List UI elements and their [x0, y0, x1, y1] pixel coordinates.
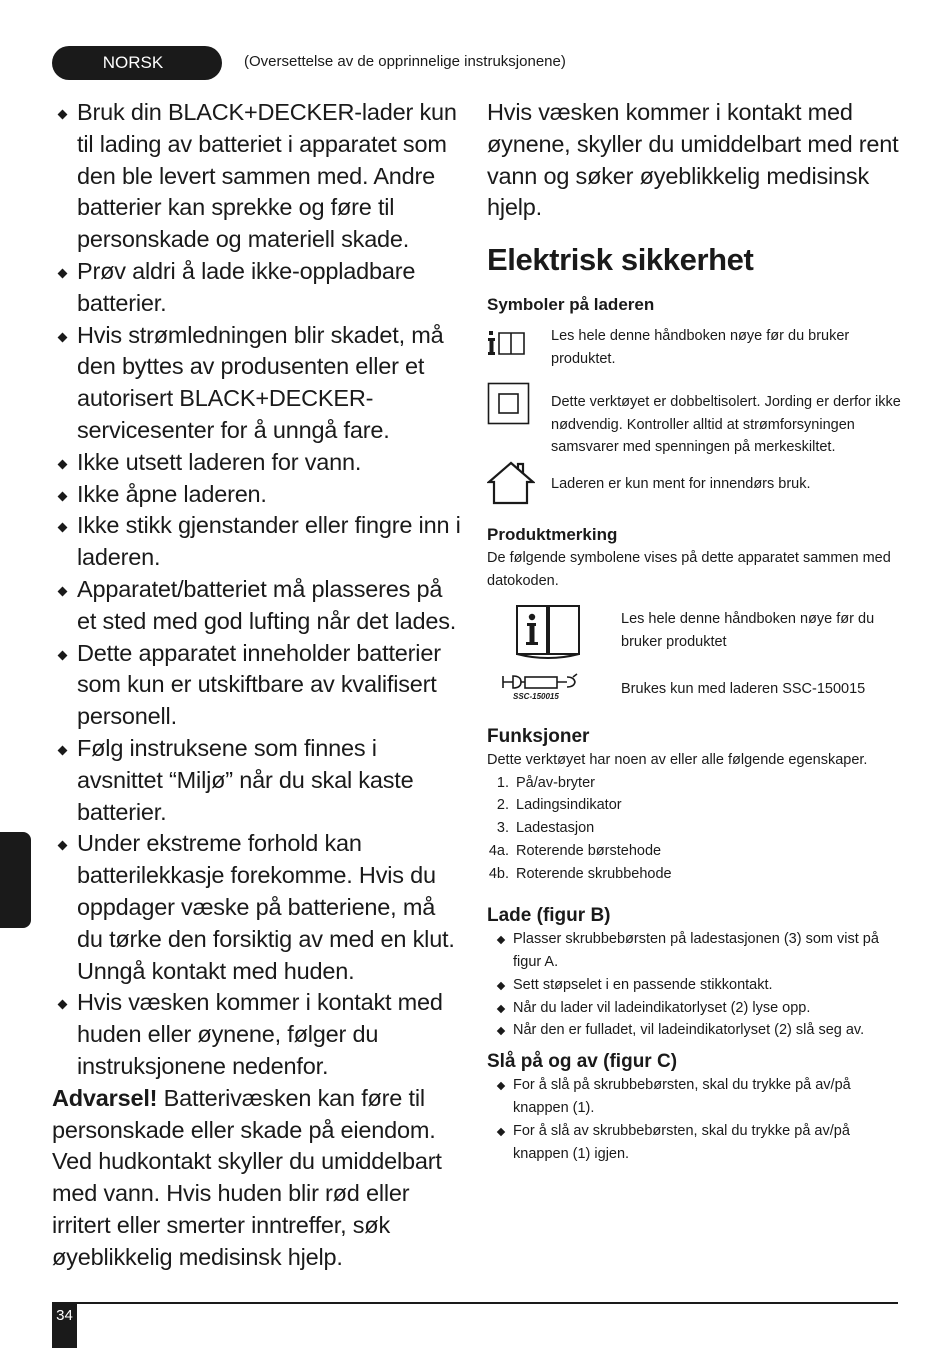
left-column	[52, 97, 467, 1273]
footer-rule	[52, 1302, 898, 1304]
language-label: NORSK	[102, 53, 164, 72]
features-intro: Dette verktøyet har noen av eller alle følgende egenskaper.	[487, 752, 868, 769]
warning-text: Batterivæsken kan føre til personskade eller skade på eiendom. Ved hudkontakt skyller du umiddelbart med vann. Hvis huden blir rød eller irritert eller smerter inntreffer, søk øyeblikkelig medisinsk hjelp.	[52, 1084, 442, 1270]
list-item: Når du lader vil ladeindikatorlyset (2) lyse opp.	[487, 997, 907, 1020]
marking-row	[487, 608, 907, 670]
list-item: Under ekstreme forhold kan batterilekkasje forekomme. Hvis du oppdager væske på batteriene, må du tørke den forsiktig av med en klut. Unngå kontakt med huden.	[52, 828, 467, 987]
list-item: Ikke utsett laderen for vann.	[52, 447, 467, 479]
list-item: 2. Ladingsindikator	[496, 797, 622, 814]
list-item: Apparatet/batteriet må plasseres på et sted med god lufting når det lades.	[52, 574, 467, 638]
product-marking-heading: Produktmerking	[487, 525, 618, 545]
charger-symbols-heading: Symboler på laderen	[487, 295, 655, 315]
list-item: 4a. Roterende børstehode	[488, 842, 662, 859]
switching-heading: Slå på og av (figur C)	[487, 1051, 678, 1073]
symbol-row	[487, 391, 907, 459]
symbol-text: Dette verktøyet er dobbeltisolert. Jording er derfor ikke nødvendig. Kontroller alltid at strømforsyningen samsvarer med spenningen på merkeskiltet.	[551, 394, 901, 456]
page-number-box	[52, 1302, 77, 1348]
list-item: Prøv aldri å lade ikke-oppladbare batterier.	[52, 256, 467, 320]
section-title: Elektrisk sikkerhet	[487, 242, 754, 278]
list-item: For å slå av skrubbebørsten, skal du trykke på av/på knappen (1) igjen.	[487, 1120, 907, 1166]
double-insulation-icon	[487, 382, 531, 431]
symbol-text: Les hele denne håndboken nøye før du bruker produktet.	[551, 328, 850, 367]
list-item: Ikke stikk gjenstander eller fingre inn i laderen.	[52, 510, 467, 574]
page-number: 34	[56, 1307, 73, 1324]
charging-list	[487, 928, 907, 1042]
indoor-house-icon	[487, 460, 535, 511]
list-item: 3. Ladestasjon	[496, 820, 595, 837]
product-marking-intro: De følgende symbolene vises på dette apparatet sammen med datokoden.	[487, 550, 891, 589]
list-item: 4b. Roterende skrubbehode	[488, 865, 672, 882]
list-item: Hvis strømledningen blir skadet, må den byttes av produsenten eller et autorisert BLACK+DECKER-servicesenter for å unngå fare.	[52, 320, 467, 447]
features-list	[487, 772, 907, 886]
features-heading: Funksjoner	[487, 726, 590, 748]
list-item: Når den er fulladet, vil ladeindikatorlyset (2) slå seg av.	[487, 1019, 907, 1042]
switching-list	[487, 1074, 907, 1165]
list-item: For å slå på skrubbebørsten, skal du trykke på av/på knappen (1).	[487, 1074, 907, 1120]
list-item: Bruk din BLACK+DECKER-lader kun til lading av batteriet i apparatet som den ble levert sammen med. Andre batterier kan sprekke og føre til personskade og materiell skade.	[52, 97, 467, 256]
list-item: Dette apparatet inneholder batterier som kun er utskiftbare av kvalifisert personell.	[52, 638, 467, 733]
warning-label: Advarsel!	[52, 1084, 158, 1111]
language-badge	[52, 46, 222, 80]
charging-heading: Lade (figur B)	[487, 905, 611, 927]
charger-model-label: SSC-150015	[513, 692, 559, 702]
right-column	[487, 97, 907, 1165]
list-item: 1. På/av-bryter	[496, 774, 595, 791]
marking-text: Brukes kun med laderen SSC-150015	[621, 681, 866, 698]
list-item: Følg instruksene som finnes i avsnittet “Miljø” når du skal kaste batterier.	[52, 733, 467, 828]
list-item: Ikke åpne laderen.	[52, 479, 467, 511]
eye-contact-paragraph: Hvis væsken kommer i kontakt med øynene, skyller du umiddelbart med rent vann og søker øyeblikkelig medisinsk hjelp.	[487, 99, 899, 221]
symbol-row	[487, 325, 907, 371]
charger-plug-icon	[499, 673, 581, 704]
symbol-text: Laderen er kun ment for innendørs bruk.	[551, 476, 811, 493]
marking-text: Les hele denne håndboken nøye før du bruker produktet	[621, 611, 875, 650]
translation-subtitle: (Oversettelse av de opprinnelige instruksjonene)	[244, 53, 566, 70]
warning-paragraph	[52, 1083, 467, 1274]
language-side-tab	[0, 832, 31, 928]
safety-bullet-list	[52, 97, 467, 1083]
list-item: Plasser skrubbebørsten på ladestasjonen (3) som vist på figur A.	[487, 928, 907, 974]
list-item: Sett støpselet i en passende stikkontakt.	[487, 974, 907, 997]
manual-book-icon	[515, 602, 581, 665]
manual-icon	[487, 329, 527, 364]
symbol-row	[487, 473, 907, 511]
list-item: Hvis væsken kommer i kontakt med huden eller øynene, følger du instruksjonene nedenfor.	[52, 987, 467, 1082]
marking-row	[487, 678, 907, 722]
